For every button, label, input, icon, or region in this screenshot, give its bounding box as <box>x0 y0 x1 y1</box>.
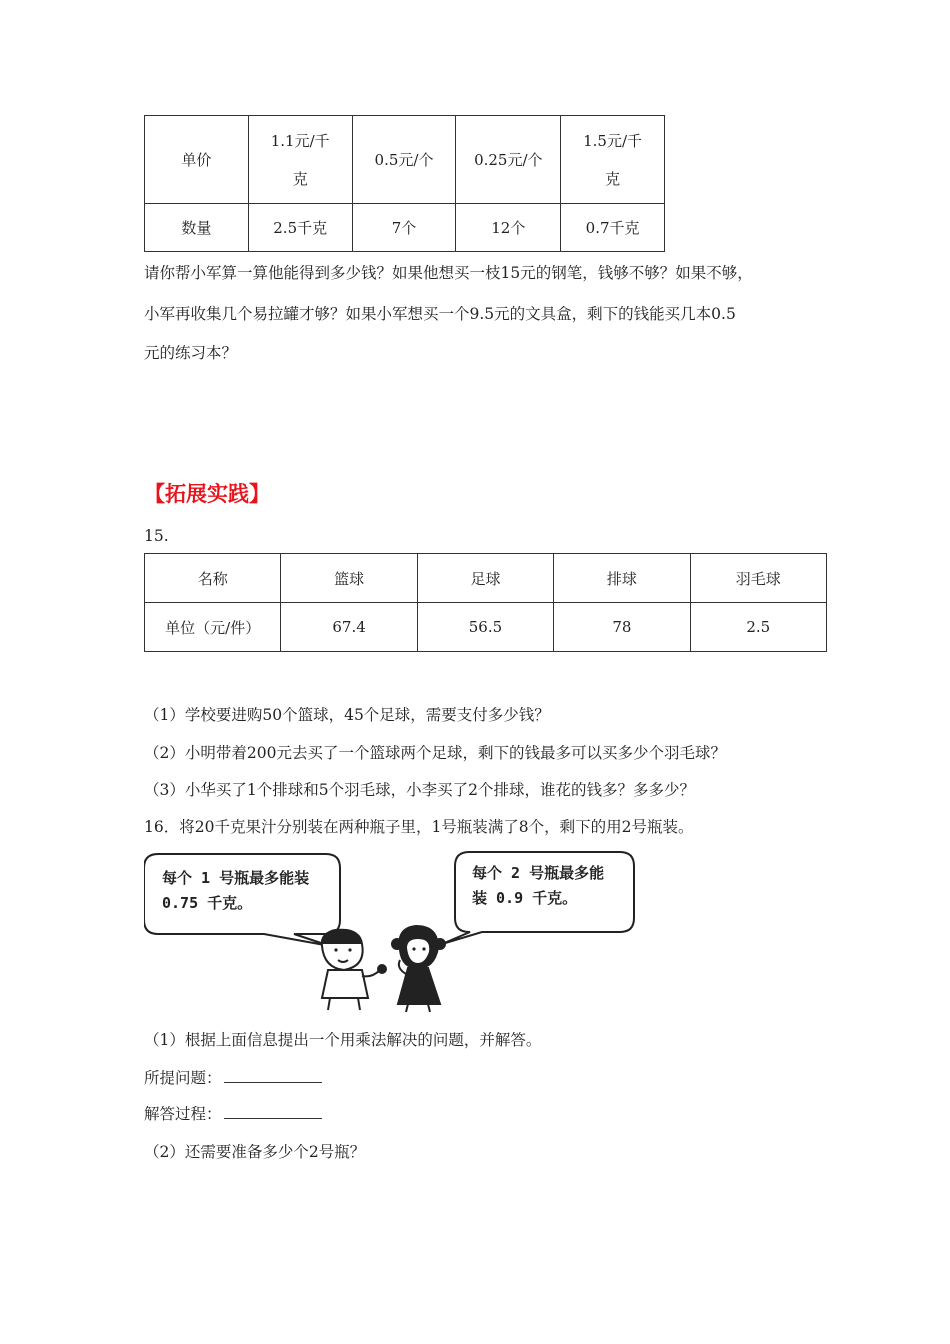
q14-line-2: 小军再收集几个易拉罐才够？如果小军想买一个9.5元的文具盒，剩下的钱能买几本0.5 <box>144 305 736 323</box>
table-cell: 12个 <box>456 204 561 252</box>
table-cell: 单价 <box>145 116 249 204</box>
table-row <box>145 204 665 252</box>
q14-line-1: 请你帮小军算一算他能得到多少钱？如果他想买一枝15元的钢笔，钱够不够？如果不够， <box>144 264 753 282</box>
table-cell: 0.5元/个 <box>352 116 456 204</box>
table-row <box>145 554 827 603</box>
ball-price-table <box>144 553 827 652</box>
question-answer-line <box>144 1066 322 1088</box>
table-cell: 56.5 <box>417 603 553 652</box>
left-bubble-text: 每个 1 号瓶最多能装 0.75 千克。 <box>162 869 310 912</box>
table-cell: 羽毛球 <box>690 554 826 603</box>
q16-sub-1: （1）根据上面信息提出一个用乘法解决的问题，并解答。 <box>144 1031 542 1049</box>
table-cell: 1.1元/千 克 <box>248 116 352 204</box>
table-cell: 1.5元/千 克 <box>561 116 665 204</box>
q15-sub-3: （3）小华买了1个排球和5个羽毛球，小李买了2个排球，谁花的钱多？多多少？ <box>144 781 695 799</box>
table-cell: 足球 <box>417 554 553 603</box>
table-cell: 7个 <box>352 204 456 252</box>
table-cell: 名称 <box>145 554 281 603</box>
table-cell: 篮球 <box>281 554 417 603</box>
q16-stem: 16．将20千克果汁分别装在两种瓶子里，1号瓶装满了8个，剩下的用2号瓶装。 <box>144 818 694 836</box>
table-cell: 0.25元/个 <box>456 116 561 204</box>
right-bubble-text: 每个 2 号瓶最多能 装 0.9 千克。 <box>472 864 605 907</box>
table-cell: 0.7千克 <box>561 204 665 252</box>
table-cell: 78 <box>554 603 690 652</box>
price-quantity-table <box>144 115 665 252</box>
process-answer-line <box>144 1102 322 1124</box>
process-label: 解答过程： <box>144 1105 222 1123</box>
question-label: 所提问题： <box>144 1069 222 1087</box>
table-cell: 单位（元/件） <box>145 603 281 652</box>
table-cell: 67.4 <box>281 603 417 652</box>
table-cell: 数量 <box>145 204 249 252</box>
table-cell: 2.5 <box>690 603 826 652</box>
answer-blank[interactable] <box>224 1068 322 1083</box>
q15-sub-1: （1）学校要进购50个篮球，45个足球，需要支付多少钱？ <box>144 706 550 724</box>
table-cell: 2.5千克 <box>248 204 352 252</box>
table-row <box>145 116 665 204</box>
q15-sub-2: （2）小明带着200元去买了一个篮球两个足球，剩下的钱最多可以买多少个羽毛球？ <box>144 744 726 762</box>
table-cell: 排球 <box>554 554 690 603</box>
q14-line-3: 元的练习本？ <box>144 344 238 362</box>
answer-blank[interactable] <box>224 1104 322 1119</box>
boy-icon <box>322 930 386 1010</box>
q16-sub-2: （2）还需要准备多少个2号瓶？ <box>144 1143 366 1161</box>
q15-number: 15. <box>144 527 169 545</box>
girl-icon <box>392 926 445 1012</box>
section-heading: 【拓展实践】 <box>144 482 270 506</box>
table-row <box>145 603 827 652</box>
